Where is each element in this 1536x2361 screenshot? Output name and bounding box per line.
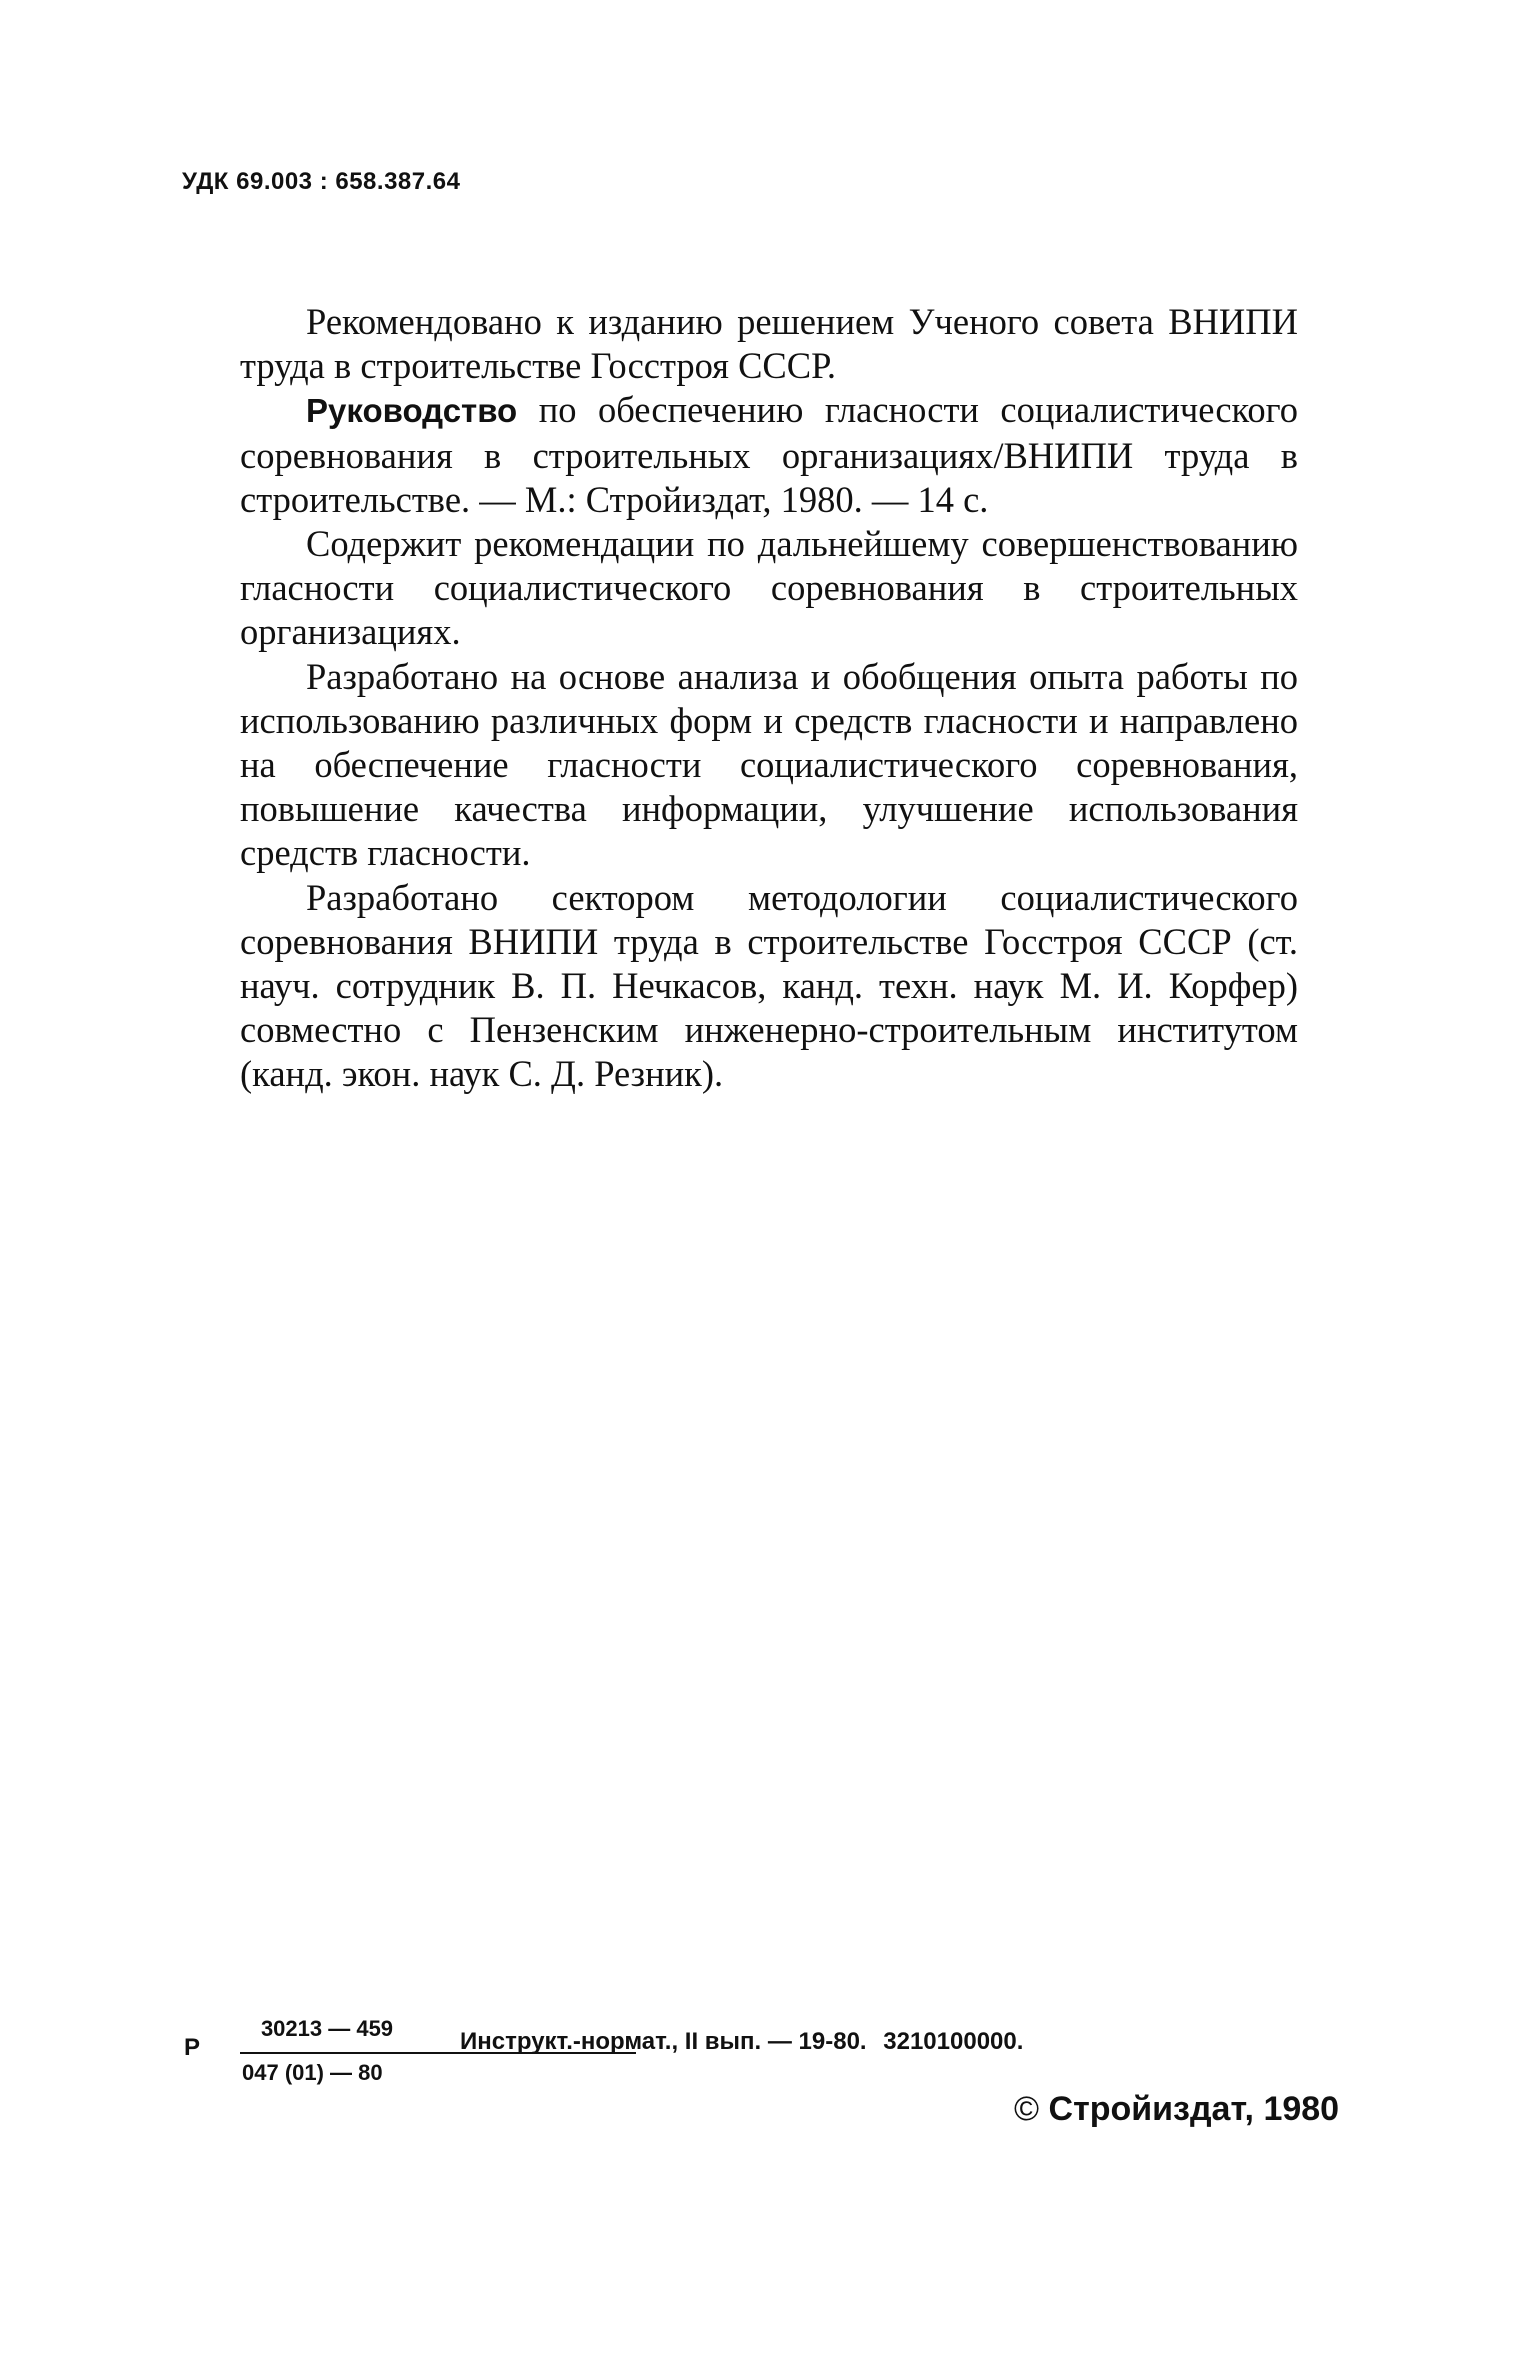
copyright-icon: © xyxy=(1014,2090,1040,2128)
bibliographic-record xyxy=(240,388,1298,522)
imprint-series xyxy=(460,2028,1033,2056)
udk-code: УДК 69.003 : 658.387.64 xyxy=(182,168,461,195)
book-title: Руководство xyxy=(306,392,518,430)
imprint-letter: Р xyxy=(184,2034,201,2061)
fraction-denominator: 047 (01) — 80 xyxy=(242,2060,383,2085)
series-text: Инструкт.-нормат., II вып. — 19-80. xyxy=(460,2028,867,2055)
purpose-paragraph: Разработано на основе анализа и обобщения опыта работы по использованию различных форм и средств гласности и направлено на обеспечение гласности социалистического соревнования, повышение качества информации, улучшение использования средств гласности. xyxy=(240,655,1298,874)
bibliographic-details: по обеспечению гласности социалистического соревнования в строительных организациях/ВНИПИ труда в строительстве. — М.: Стройиздат, 1980. — 14 с. xyxy=(240,389,1298,520)
copyright-text: Стройиздат, 1980 xyxy=(1048,2090,1340,2128)
copyright-line xyxy=(1014,2090,1339,2129)
annotation-block xyxy=(240,300,1298,1097)
authors-paragraph: Разработано сектором методологии социалистического соревнования ВНИПИ труда в строительстве Госстроя СССР (ст. науч. сотрудник В. П. Нечкасов, канд. техн. наук М. И. Корфер) совместно с Пензенским инженерно-строительным институтом (канд. экон. наук С. Д. Резник). xyxy=(240,876,1298,1095)
order-code: 3210100000. xyxy=(883,2028,1024,2055)
fraction-numerator: 30213 — 459 xyxy=(260,2016,394,2041)
recommendation-paragraph: Рекомендовано к изданию решением Ученого совета ВНИПИ труда в строительстве Госстроя СССР. xyxy=(240,301,1298,387)
contents-paragraph: Содержит рекомендации по дальнейшему совершенствованию гласности социалистического соревнования в строительных организациях. xyxy=(240,523,1298,653)
imprint-block xyxy=(184,2008,1334,2088)
